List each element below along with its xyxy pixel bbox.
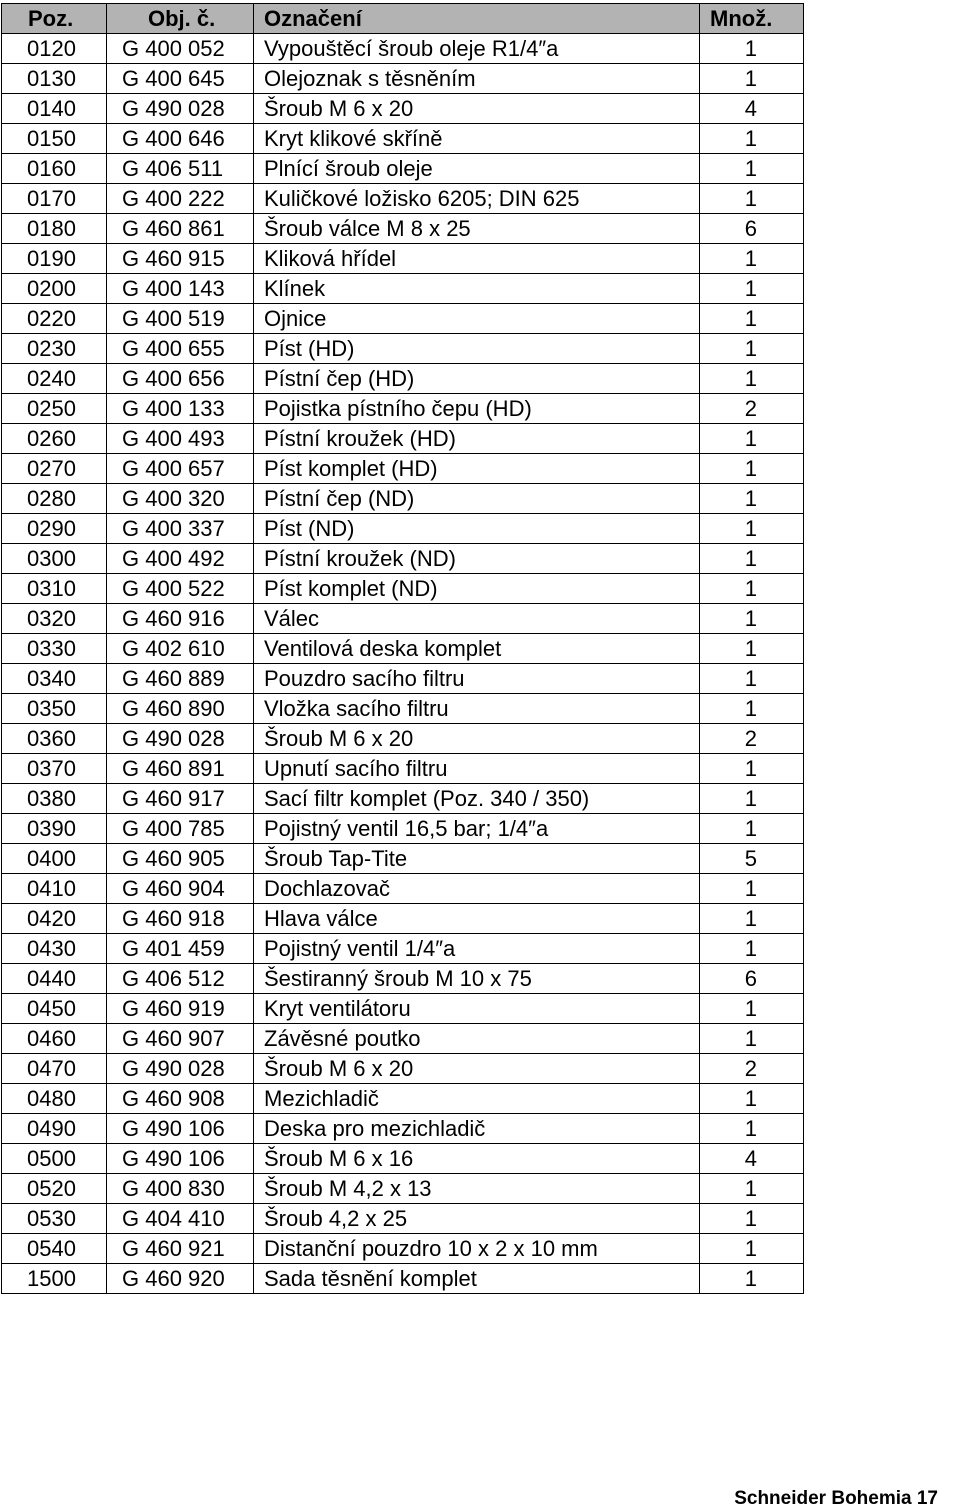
cell-name: Vložka sacího filtru bbox=[254, 694, 700, 724]
cell-obj: G 400 493 bbox=[107, 424, 254, 454]
cell-name: Kuličkové ložisko 6205; DIN 625 bbox=[254, 184, 700, 214]
table-row bbox=[2, 1144, 804, 1174]
cell-name: Pojistný ventil 16,5 bar; 1/4″a bbox=[254, 814, 700, 844]
cell-name: Plnící šroub oleje bbox=[254, 154, 700, 184]
cell-qty: 2 bbox=[700, 724, 804, 754]
cell-pos: 0340 bbox=[2, 664, 107, 694]
cell-obj: G 460 891 bbox=[107, 754, 254, 784]
cell-qty: 1 bbox=[700, 904, 804, 934]
table-row bbox=[2, 34, 804, 64]
cell-name: Kryt klikové skříně bbox=[254, 124, 700, 154]
cell-obj: G 460 915 bbox=[107, 244, 254, 274]
cell-pos: 0250 bbox=[2, 394, 107, 424]
cell-pos: 0500 bbox=[2, 1144, 107, 1174]
cell-pos: 0120 bbox=[2, 34, 107, 64]
cell-obj: G 460 919 bbox=[107, 994, 254, 1024]
cell-name: Šroub válce M 8 x 25 bbox=[254, 214, 700, 244]
table-body bbox=[2, 34, 804, 1294]
cell-name: Sací filtr komplet (Poz. 340 / 350) bbox=[254, 784, 700, 814]
cell-qty: 1 bbox=[700, 1204, 804, 1234]
cell-qty: 1 bbox=[700, 184, 804, 214]
cell-qty: 1 bbox=[700, 364, 804, 394]
cell-obj: G 460 920 bbox=[107, 1264, 254, 1294]
table-row bbox=[2, 484, 804, 514]
cell-pos: 0350 bbox=[2, 694, 107, 724]
table-row bbox=[2, 274, 804, 304]
cell-obj: G 402 610 bbox=[107, 634, 254, 664]
cell-obj: G 400 337 bbox=[107, 514, 254, 544]
cell-obj: G 400 519 bbox=[107, 304, 254, 334]
table-row bbox=[2, 1054, 804, 1084]
cell-qty: 1 bbox=[700, 34, 804, 64]
table-row bbox=[2, 424, 804, 454]
cell-name: Dochlazovač bbox=[254, 874, 700, 904]
header-name: Označení bbox=[254, 4, 700, 34]
cell-obj: G 400 646 bbox=[107, 124, 254, 154]
cell-pos: 0260 bbox=[2, 424, 107, 454]
cell-qty: 1 bbox=[700, 544, 804, 574]
table-row bbox=[2, 1204, 804, 1234]
table-row bbox=[2, 394, 804, 424]
cell-qty: 1 bbox=[700, 454, 804, 484]
cell-obj: G 400 133 bbox=[107, 394, 254, 424]
cell-name: Ojnice bbox=[254, 304, 700, 334]
table-row bbox=[2, 454, 804, 484]
cell-pos: 0320 bbox=[2, 604, 107, 634]
cell-name: Deska pro mezichladič bbox=[254, 1114, 700, 1144]
table-row bbox=[2, 124, 804, 154]
cell-pos: 0150 bbox=[2, 124, 107, 154]
table-row bbox=[2, 814, 804, 844]
cell-name: Pístní čep (ND) bbox=[254, 484, 700, 514]
cell-obj: G 490 028 bbox=[107, 724, 254, 754]
table-row bbox=[2, 304, 804, 334]
cell-pos: 0490 bbox=[2, 1114, 107, 1144]
cell-obj: G 400 222 bbox=[107, 184, 254, 214]
cell-pos: 0270 bbox=[2, 454, 107, 484]
table-row bbox=[2, 664, 804, 694]
cell-obj: G 400 320 bbox=[107, 484, 254, 514]
cell-name: Olejoznak s těsněním bbox=[254, 64, 700, 94]
table-row bbox=[2, 334, 804, 364]
cell-obj: G 460 918 bbox=[107, 904, 254, 934]
cell-qty: 1 bbox=[700, 424, 804, 454]
table-row bbox=[2, 544, 804, 574]
cell-pos: 0330 bbox=[2, 634, 107, 664]
cell-name: Pístní čep (HD) bbox=[254, 364, 700, 394]
table-row bbox=[2, 514, 804, 544]
cell-pos: 1500 bbox=[2, 1264, 107, 1294]
cell-obj: G 460 905 bbox=[107, 844, 254, 874]
cell-qty: 1 bbox=[700, 334, 804, 364]
cell-qty: 1 bbox=[700, 1024, 804, 1054]
cell-obj: G 460 890 bbox=[107, 694, 254, 724]
cell-name: Ventilová deska komplet bbox=[254, 634, 700, 664]
cell-qty: 1 bbox=[700, 484, 804, 514]
cell-qty: 6 bbox=[700, 964, 804, 994]
cell-pos: 0380 bbox=[2, 784, 107, 814]
cell-pos: 0470 bbox=[2, 1054, 107, 1084]
cell-pos: 0130 bbox=[2, 64, 107, 94]
cell-pos: 0540 bbox=[2, 1234, 107, 1264]
cell-name: Šroub 4,2 x 25 bbox=[254, 1204, 700, 1234]
table-row bbox=[2, 964, 804, 994]
cell-qty: 1 bbox=[700, 694, 804, 724]
cell-qty: 1 bbox=[700, 154, 804, 184]
cell-pos: 0180 bbox=[2, 214, 107, 244]
cell-name: Upnutí sacího filtru bbox=[254, 754, 700, 784]
cell-qty: 1 bbox=[700, 124, 804, 154]
cell-pos: 0240 bbox=[2, 364, 107, 394]
cell-qty: 1 bbox=[700, 1084, 804, 1114]
cell-pos: 0410 bbox=[2, 874, 107, 904]
cell-pos: 0520 bbox=[2, 1174, 107, 1204]
cell-name: Pouzdro sacího filtru bbox=[254, 664, 700, 694]
cell-pos: 0200 bbox=[2, 274, 107, 304]
cell-name: Sada těsnění komplet bbox=[254, 1264, 700, 1294]
cell-qty: 1 bbox=[700, 64, 804, 94]
cell-obj: G 401 459 bbox=[107, 934, 254, 964]
cell-obj: G 460 907 bbox=[107, 1024, 254, 1054]
cell-pos: 0420 bbox=[2, 904, 107, 934]
cell-name: Šroub Tap-Tite bbox=[254, 844, 700, 874]
header-qty: Množ. bbox=[700, 4, 804, 34]
cell-name: Píst (ND) bbox=[254, 514, 700, 544]
header-pos: Poz. bbox=[2, 4, 107, 34]
cell-pos: 0160 bbox=[2, 154, 107, 184]
cell-obj: G 400 492 bbox=[107, 544, 254, 574]
table-row bbox=[2, 934, 804, 964]
cell-qty: 1 bbox=[700, 304, 804, 334]
cell-pos: 0140 bbox=[2, 94, 107, 124]
cell-qty: 1 bbox=[700, 814, 804, 844]
table-row bbox=[2, 724, 804, 754]
cell-name: Kliková hřídel bbox=[254, 244, 700, 274]
cell-obj: G 460 921 bbox=[107, 1234, 254, 1264]
cell-pos: 0370 bbox=[2, 754, 107, 784]
cell-name: Šroub M 4,2 x 13 bbox=[254, 1174, 700, 1204]
cell-pos: 0360 bbox=[2, 724, 107, 754]
cell-obj: G 490 028 bbox=[107, 94, 254, 124]
cell-name: Hlava válce bbox=[254, 904, 700, 934]
cell-qty: 1 bbox=[700, 1174, 804, 1204]
parts-table bbox=[1, 3, 804, 1294]
cell-name: Pojistný ventil 1/4″a bbox=[254, 934, 700, 964]
table-row bbox=[2, 574, 804, 604]
cell-obj: G 400 785 bbox=[107, 814, 254, 844]
cell-name: Šestiranný šroub M 10 x 75 bbox=[254, 964, 700, 994]
cell-obj: G 490 028 bbox=[107, 1054, 254, 1084]
table-row bbox=[2, 1234, 804, 1264]
cell-pos: 0530 bbox=[2, 1204, 107, 1234]
cell-pos: 0440 bbox=[2, 964, 107, 994]
cell-obj: G 460 908 bbox=[107, 1084, 254, 1114]
table-row bbox=[2, 604, 804, 634]
cell-qty: 1 bbox=[700, 244, 804, 274]
cell-qty: 4 bbox=[700, 1144, 804, 1174]
cell-obj: G 400 645 bbox=[107, 64, 254, 94]
table-row bbox=[2, 184, 804, 214]
cell-qty: 1 bbox=[700, 1264, 804, 1294]
cell-pos: 0170 bbox=[2, 184, 107, 214]
cell-name: Vypouštěcí šroub oleje R1/4″a bbox=[254, 34, 700, 64]
cell-name: Závěsné poutko bbox=[254, 1024, 700, 1054]
cell-qty: 1 bbox=[700, 994, 804, 1024]
cell-qty: 1 bbox=[700, 664, 804, 694]
cell-obj: G 404 410 bbox=[107, 1204, 254, 1234]
table-row bbox=[2, 994, 804, 1024]
cell-obj: G 400 656 bbox=[107, 364, 254, 394]
cell-obj: G 400 522 bbox=[107, 574, 254, 604]
cell-name: Válec bbox=[254, 604, 700, 634]
cell-name: Distanční pouzdro 10 x 2 x 10 mm bbox=[254, 1234, 700, 1264]
cell-qty: 2 bbox=[700, 1054, 804, 1084]
cell-name: Píst komplet (HD) bbox=[254, 454, 700, 484]
cell-qty: 1 bbox=[700, 934, 804, 964]
table-row bbox=[2, 694, 804, 724]
table-row bbox=[2, 1084, 804, 1114]
cell-obj: G 490 106 bbox=[107, 1114, 254, 1144]
cell-qty: 1 bbox=[700, 514, 804, 544]
table-row bbox=[2, 94, 804, 124]
page-footer: Schneider Bohemia 17 bbox=[734, 1488, 938, 1509]
cell-qty: 1 bbox=[700, 604, 804, 634]
table-row bbox=[2, 154, 804, 184]
cell-pos: 0450 bbox=[2, 994, 107, 1024]
cell-obj: G 400 143 bbox=[107, 274, 254, 304]
cell-name: Pístní kroužek (HD) bbox=[254, 424, 700, 454]
table-row bbox=[2, 844, 804, 874]
table-row bbox=[2, 904, 804, 934]
cell-qty: 1 bbox=[700, 874, 804, 904]
table-row bbox=[2, 634, 804, 664]
cell-qty: 5 bbox=[700, 844, 804, 874]
table-row bbox=[2, 874, 804, 904]
cell-qty: 1 bbox=[700, 274, 804, 304]
cell-obj: G 490 106 bbox=[107, 1144, 254, 1174]
cell-name: Šroub M 6 x 20 bbox=[254, 1054, 700, 1084]
cell-obj: G 460 861 bbox=[107, 214, 254, 244]
cell-qty: 1 bbox=[700, 574, 804, 604]
cell-pos: 0300 bbox=[2, 544, 107, 574]
cell-pos: 0190 bbox=[2, 244, 107, 274]
cell-qty: 1 bbox=[700, 1234, 804, 1264]
table-row bbox=[2, 1114, 804, 1144]
cell-pos: 0480 bbox=[2, 1084, 107, 1114]
table-row bbox=[2, 64, 804, 94]
cell-qty: 6 bbox=[700, 214, 804, 244]
table-row bbox=[2, 784, 804, 814]
cell-qty: 1 bbox=[700, 784, 804, 814]
cell-name: Mezichladič bbox=[254, 1084, 700, 1114]
cell-name: Kryt ventilátoru bbox=[254, 994, 700, 1024]
cell-name: Šroub M 6 x 20 bbox=[254, 94, 700, 124]
table-row bbox=[2, 1174, 804, 1204]
cell-pos: 0310 bbox=[2, 574, 107, 604]
table-row bbox=[2, 244, 804, 274]
cell-qty: 2 bbox=[700, 394, 804, 424]
cell-obj: G 406 512 bbox=[107, 964, 254, 994]
cell-obj: G 460 916 bbox=[107, 604, 254, 634]
cell-pos: 0230 bbox=[2, 334, 107, 364]
table-row bbox=[2, 754, 804, 784]
cell-qty: 4 bbox=[700, 94, 804, 124]
cell-name: Píst (HD) bbox=[254, 334, 700, 364]
cell-pos: 0400 bbox=[2, 844, 107, 874]
table-row bbox=[2, 364, 804, 394]
cell-name: Pojistka pístního čepu (HD) bbox=[254, 394, 700, 424]
header-row bbox=[2, 4, 804, 34]
cell-obj: G 400 655 bbox=[107, 334, 254, 364]
cell-obj: G 460 917 bbox=[107, 784, 254, 814]
cell-obj: G 460 904 bbox=[107, 874, 254, 904]
cell-qty: 1 bbox=[700, 634, 804, 664]
cell-name: Klínek bbox=[254, 274, 700, 304]
header-obj: Obj. č. bbox=[107, 4, 254, 34]
cell-pos: 0390 bbox=[2, 814, 107, 844]
cell-name: Šroub M 6 x 20 bbox=[254, 724, 700, 754]
table-row bbox=[2, 1264, 804, 1294]
cell-obj: G 406 511 bbox=[107, 154, 254, 184]
cell-qty: 1 bbox=[700, 754, 804, 784]
cell-pos: 0290 bbox=[2, 514, 107, 544]
cell-name: Pístní kroužek (ND) bbox=[254, 544, 700, 574]
cell-pos: 0460 bbox=[2, 1024, 107, 1054]
cell-obj: G 460 889 bbox=[107, 664, 254, 694]
cell-obj: G 400 657 bbox=[107, 454, 254, 484]
cell-pos: 0430 bbox=[2, 934, 107, 964]
cell-qty: 1 bbox=[700, 1114, 804, 1144]
cell-obj: G 400 830 bbox=[107, 1174, 254, 1204]
table-header bbox=[2, 4, 804, 34]
cell-name: Píst komplet (ND) bbox=[254, 574, 700, 604]
table-row bbox=[2, 214, 804, 244]
cell-pos: 0220 bbox=[2, 304, 107, 334]
cell-pos: 0280 bbox=[2, 484, 107, 514]
cell-name: Šroub M 6 x 16 bbox=[254, 1144, 700, 1174]
cell-obj: G 400 052 bbox=[107, 34, 254, 64]
table-row bbox=[2, 1024, 804, 1054]
